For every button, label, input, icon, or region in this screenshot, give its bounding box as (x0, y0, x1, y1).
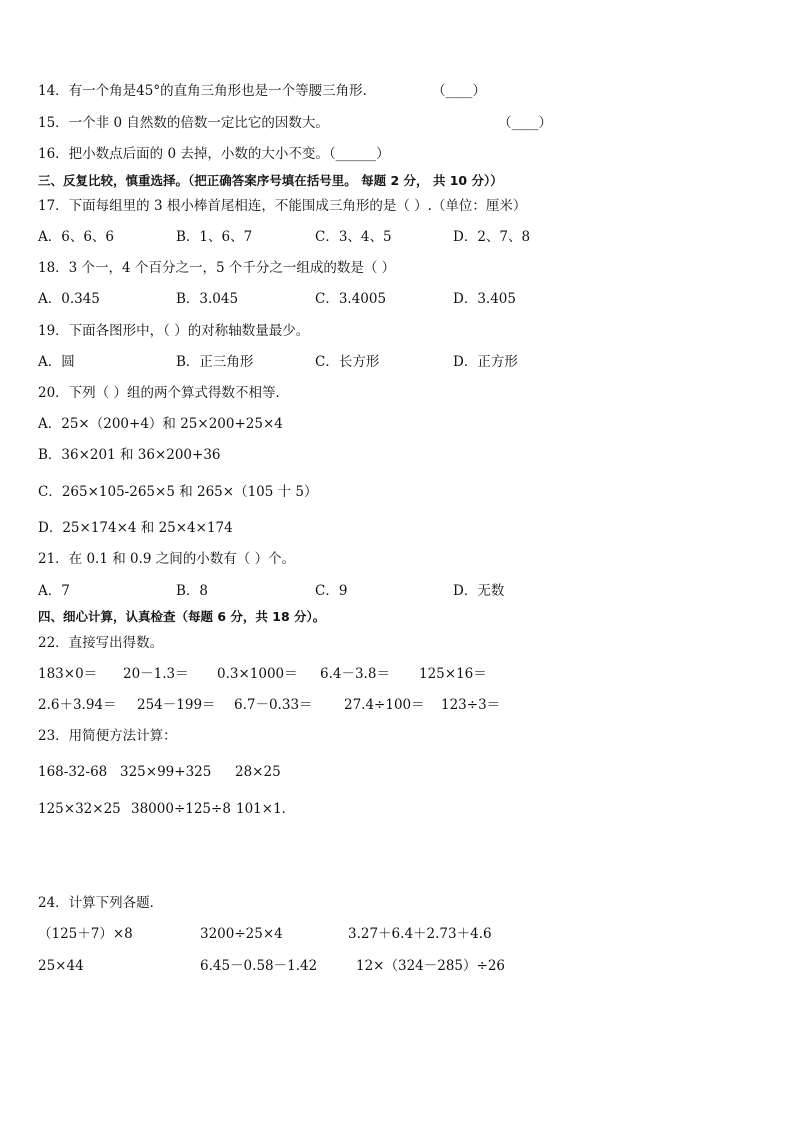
question-15-text: 15．一个非 0 自然数的倍数一定比它的因数大。 (38, 115, 329, 131)
calc-item: 3200÷25×4 (200, 926, 283, 942)
question-21: 21．在 0.1 和 0.9 之间的小数有（ ）个。 (38, 551, 296, 567)
section-3-title: 三、反复比较，慎重选择。（把正确答案序号填在括号里。 每题 2 分， 共 10 分）） (38, 173, 503, 188)
question-24: 24．计算下列各题． (38, 895, 164, 911)
calc-item: 183×0＝ (38, 666, 98, 682)
calc-item: 101×1． (236, 801, 296, 817)
question-14 (38, 82, 764, 100)
calc-item: 125×32×25 (38, 801, 121, 817)
question-17: 17．下面每组里的 3 根小棒首尾相连，不能围成三角形的是（ ）.（单位：厘米） (38, 198, 527, 214)
calc-item: 38000÷125÷8 (131, 801, 231, 817)
option-c: C．长方形 (315, 354, 380, 370)
calc-item: 6.4－3.8＝ (320, 666, 390, 682)
question-18: 18．3 个一，4 个百分之一，5 个千分之一组成的数是（ ） (38, 260, 396, 276)
question-23: 23．用简便方法计算： (38, 728, 177, 744)
option-d: D．3.405 (453, 291, 516, 307)
calc-item: 254－199＝ (137, 697, 216, 713)
calc-item: 0.3×1000＝ (217, 666, 298, 682)
option-b: B．1、6、7 (176, 229, 253, 245)
calc-item: 6.7－0.33＝ (234, 697, 313, 713)
question-19: 19．下面各图形中，（ ）的对称轴数量最少。 (38, 323, 310, 339)
question-15 (38, 114, 764, 132)
question-17-options (38, 228, 764, 246)
question-22-row-1 (38, 665, 764, 683)
calc-item: 27.4÷100＝ (344, 697, 425, 713)
calc-item: （125＋7）×8 (38, 926, 133, 942)
option-a: A．0.345 (38, 291, 100, 307)
option-b: B．3.045 (176, 291, 239, 307)
section-4-title: 四、细心计算，认真检查（每题 6 分，共 18 分）。 (38, 609, 326, 624)
calc-item: 12×（324－285）÷26 (356, 958, 506, 974)
question-19-options (38, 353, 764, 371)
calc-item: 325×99+325 (120, 764, 212, 780)
option-a: A．7 (38, 583, 70, 599)
question-20-option-a: A．25×（200+4）和 25×200+25×4 (38, 416, 283, 432)
calc-item: 125×16＝ (419, 666, 487, 682)
question-20-option-b: B．36×201 和 36×200+36 (38, 447, 221, 463)
calc-item: 6.45－0.58－1.42 (200, 958, 318, 974)
option-d: D．2、7、8 (453, 229, 531, 245)
calc-item: 28×25 (235, 764, 281, 780)
question-22-row-2 (38, 696, 764, 714)
option-a: A．圆 (38, 354, 75, 370)
option-c: C．3.4005 (315, 291, 387, 307)
calc-item: 3.27＋6.4＋2.73＋4.6 (348, 926, 492, 942)
question-18-options (38, 290, 764, 308)
question-14-text: 14．有一个角是45°的直角三角形也是一个等腰三角形． (38, 83, 377, 99)
question-20-option-d: D．25×174×4 和 25×4×174 (38, 520, 233, 536)
calc-item: 20－1.3＝ (123, 666, 189, 682)
question-15-blank: （____） (498, 115, 552, 131)
calc-item: 25×44 (38, 958, 84, 974)
option-c: C．9 (315, 583, 348, 599)
option-c: C．3、4、5 (315, 229, 392, 245)
option-b: B．8 (176, 583, 209, 599)
question-20: 20．下列（ ）组的两个算式得数不相等． (38, 385, 289, 401)
question-16-text: 16．把小数点后面的 0 去掉，小数的大小不变。（______） (38, 146, 390, 162)
question-24-row-1 (38, 925, 764, 943)
option-d: D．无数 (453, 583, 505, 599)
question-21-options (38, 582, 764, 600)
option-a: A．6、6、6 (38, 229, 115, 245)
calc-item: 168-32-68 (38, 764, 108, 780)
question-24-row-2 (38, 957, 764, 975)
question-20-option-c: C．265×105-265×5 和 265×（105 十 5） (38, 484, 318, 500)
question-16 (38, 145, 764, 163)
question-23-row-2 (38, 800, 764, 818)
question-14-blank: （____） (432, 83, 486, 99)
calc-item: 2.6＋3.94＝ (38, 697, 117, 713)
question-23-row-1 (38, 763, 764, 781)
calc-item: 123÷3＝ (441, 697, 501, 713)
option-b: B．正三角形 (176, 354, 254, 370)
option-d: D．正方形 (453, 354, 518, 370)
question-22: 22．直接写出得数。 (38, 635, 164, 651)
